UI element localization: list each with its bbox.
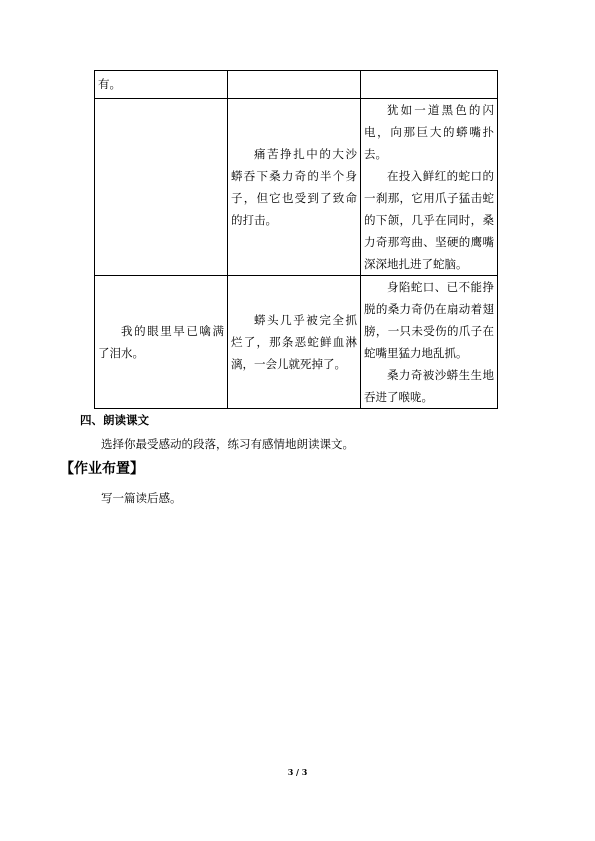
table-cell-r3-c3: [361, 276, 498, 409]
reading-analysis-table: [94, 70, 498, 409]
cell-paragraph: 我的眼里早已噙满了泪水。: [98, 324, 224, 360]
section-heading-read-aloud: 四、朗读课文: [80, 413, 149, 427]
page-number: 3 / 3: [287, 767, 308, 777]
table-cell-r2-c1: [95, 99, 228, 276]
table-cell-r2-c3: [361, 99, 498, 276]
table-cell-r3-c1: [95, 276, 228, 409]
homework-body: 写一篇读后感。: [101, 491, 182, 505]
cell-paragraph: 有。: [98, 77, 121, 91]
cell-paragraph: 在投入鲜红的蛇口的一刹那，它用爪子猛击蛇的下颌，几乎在同时，桑力奇那弯曲、坚硬的鹰嘴深深地扎进了蛇脑。: [364, 169, 494, 271]
section-body-read-aloud: 选择你最受感动的段落，练习有感情地朗读课文。: [101, 437, 354, 451]
table-row: [95, 99, 498, 276]
cell-paragraph: 蟒头几乎被完全抓烂了，那条恶蛇鲜血淋漓，一会儿就死掉了。: [231, 313, 357, 371]
table-row: [95, 276, 498, 409]
cell-paragraph: 痛苦挣扎中的大沙蟒吞下桑力奇的半个身子，但它也受到了致命的打击。: [231, 147, 357, 227]
table-cell-r1-c3: [361, 71, 498, 99]
cell-paragraph: 桑力奇被沙蟒生生地吞进了喉咙。: [364, 368, 494, 404]
table-cell-r2-c2: [228, 99, 361, 276]
table-cell-r1-c1: [95, 71, 228, 99]
table-cell-r3-c2: [228, 276, 361, 409]
table-cell-r1-c2: [228, 71, 361, 99]
homework-heading: 【作业布置】: [60, 461, 144, 477]
cell-paragraph: 犹如一道黑色的闪电，向那巨大的蟒嘴扑去。: [364, 103, 494, 161]
cell-paragraph: 身陷蛇口、已不能挣脱的桑力奇仍在扇动着翅膀，一只未受伤的爪子在蛇嘴里猛力地乱抓。: [364, 280, 494, 360]
table-row: [95, 71, 498, 99]
